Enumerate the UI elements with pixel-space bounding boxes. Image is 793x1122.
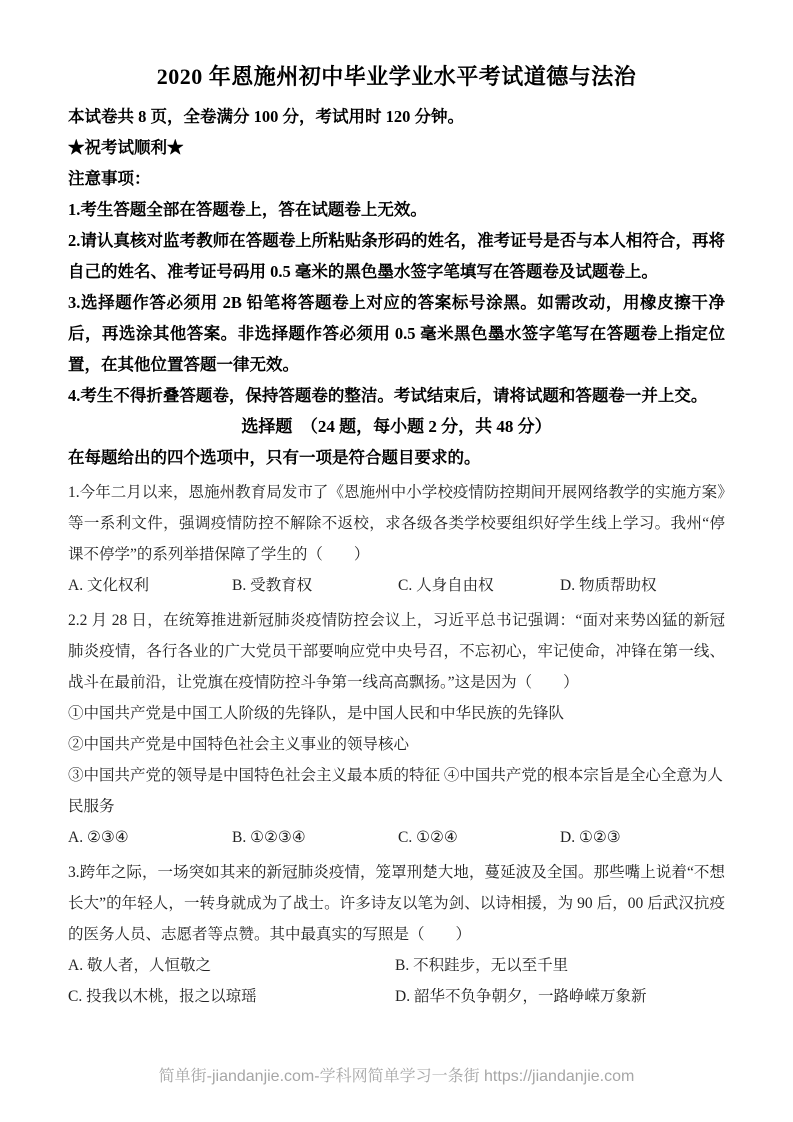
question-1-option-d: D. 物质帮助权	[560, 577, 657, 594]
question-1-options	[68, 570, 725, 601]
document-title: 2020 年恩施州初中毕业学业水平考试道德与法治	[156, 64, 637, 89]
question-3-option-b: B. 不积跬步，无以至千里	[395, 957, 569, 974]
question-2-option-d: D. ①②③	[560, 829, 621, 846]
note-item-3: 3.选择题作答必须用 2B 铅笔将答题卷上对应的答案标号涂黑。如需改动，用橡皮擦干净后，再选涂其他答案。非选择题作答必须用 0.5 毫米黑色墨水签字笔写在答题卷上指定位置，在其他位置答题一律无效。	[68, 293, 725, 374]
question-3-stem: 3.跨年之际，一场突如其来的新冠肺炎疫情，笼罩刑楚大地，蔓延波及全国。那些嘴上说着“不想长大”的年轻人，一转身就成为了战士。许多诗友以笔为剑、以诗相援，为 90 后，00 后武汉抗疫的医务人员、志愿者等点赞。其中最真实的写照是（ ）	[68, 864, 725, 943]
question-2-subitem-1: ①中国共产党是中国工人阶级的先锋队，是中国人民和中华民族的先锋队	[68, 705, 565, 722]
note-item-1: 1.考生答题全部在答题卷上，答在试题卷上无效。	[68, 200, 427, 219]
question-3-option-a: A. 敬人者，人恒敬之	[68, 957, 211, 974]
question-1-option-b: B. 受教育权	[232, 577, 313, 594]
note-item-4: 4.考生不得折叠答题卷，保持答题卷的整洁。考试结束后，请将试题和答题卷一并上交。	[68, 386, 708, 405]
question-3-option-c: C. 投我以木桃，报之以琼瑶	[68, 988, 257, 1005]
question-2-option-a: A. ②③④	[68, 829, 129, 846]
note-item-2: 2.请认真核对监考教师在答题卷上所粘贴条形码的姓名，准考证号是否与本人相符合，再将自己的姓名、准考证号码用 0.5 毫米的黑色墨水签字笔填写在答题卷及试题卷上。	[68, 231, 725, 281]
section-header: 选择题 （24 题，每小题 2 分，共 48 分）	[241, 417, 552, 436]
notes-heading: 注意事项：	[68, 169, 151, 188]
question-2-option-c: C. ①②④	[398, 829, 458, 846]
question-2-subitem-2: ②中国共产党是中国特色社会主义事业的领导核心	[68, 736, 410, 753]
question-1-option-a: A. 文化权利	[68, 577, 149, 594]
question-3-options	[68, 950, 725, 1012]
exam-info-line: 本试卷共 8 页，全卷满分 100 分，考试用时 120 分钟。	[68, 107, 464, 126]
question-2-stem: 2.2 月 28 日，在统筹推进新冠肺炎疫情防控会议上，习近平总书记强调：“面对来势凶猛的新冠肺炎疫情，各行各业的广大党员干部要响应党中央号召，不忘初心，牢记使命，冲锋在第一线、战斗在最前沿，让党旗在疫情防控斗争第一线高高飘扬。”这是因为（ ）	[68, 612, 725, 691]
question-2	[68, 605, 725, 853]
question-1-stem: 1.今年二月以来，恩施州教育局发市了《恩施州中小学校疫情防控期间开展网络教学的实施方案》等一系利文件，强调疫情防控不解除不返校，求各级各类学校要组织好学生线上学习。我州“停课不停学”的系列举措保障了学生的（ ）	[68, 484, 725, 563]
question-2-option-b: B. ①②③④	[232, 829, 306, 846]
question-2-subitem-3: ③中国共产党的领导是中国特色社会主义最本质的特征 ④中国共产党的根本宗旨是全心全意为人民服务	[68, 767, 723, 815]
wish-line: ★祝考试顺利★	[68, 138, 184, 157]
section-note: 在每题给出的四个选项中，只有一项是符合题目要求的。	[68, 448, 481, 467]
question-3-option-d: D. 韶华不负争朝夕，一路峥嵘万象新	[395, 988, 647, 1005]
question-3	[68, 857, 725, 1012]
footer-watermark: 简单街-jiandanjie.com-学科网简单学习一条街 https://jiandanjie.com	[158, 1068, 635, 1085]
question-2-options	[68, 822, 725, 853]
question-1-option-c: C. 人身自由权	[398, 577, 494, 594]
question-1	[68, 477, 725, 601]
